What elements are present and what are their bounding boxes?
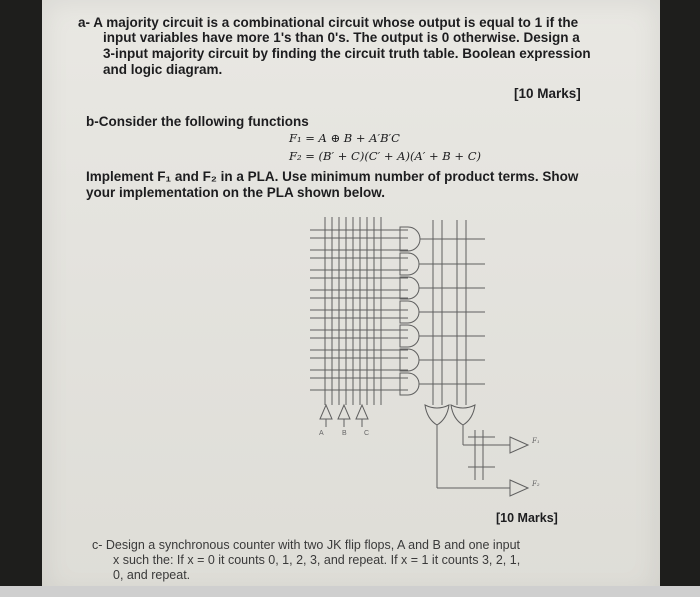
part-b-heading: b-Consider the following functions [86, 114, 309, 129]
pla-diagram [290, 205, 560, 505]
input-label-c: C [364, 430, 370, 437]
input-label-a: A [319, 430, 324, 437]
output-label-f2: F₂ [532, 480, 540, 488]
part-b-line-1: Implement F₁ and F₂ in a PLA. Use minimum number of product terms. Show [86, 169, 579, 184]
part-a-line-3: 3-input majority circuit by finding the circuit truth table. Boolean expression [103, 46, 591, 61]
part-a-marks: [10 Marks] [514, 86, 581, 101]
part-a-line-2: input variables have more 1's than 0's. The output is 0 otherwise. Design a [103, 30, 580, 45]
part-c-line-2: x such the: If x = 0 it counts 0, 1, 2, 3, and repeat. If x = 1 it counts 3, 2, 1, [113, 553, 521, 567]
part-a-line-4: and logic diagram. [103, 62, 223, 77]
part-a-line-1: a- A majority circuit is a combinational circuit whose output is equal to 1 if the [78, 15, 579, 30]
equation-f1: F₁ = A ⊕ B + A′B′C [289, 131, 400, 145]
equation-f2: F₂ = (B′ + C)(C′ + A)(A′ + B + C) [289, 149, 481, 163]
part-b-line-2: your implementation on the PLA shown below. [86, 185, 386, 200]
part-b-marks: [10 Marks] [496, 511, 558, 525]
input-label-b: B [342, 430, 347, 437]
part-c-line-1: c- Design a synchronous counter with two JK flip flops, A and B and one input [92, 538, 521, 552]
part-c-line-3: 0, and repeat. [113, 568, 191, 582]
bottom-strip [0, 586, 700, 597]
output-label-f1: F₁ [532, 437, 540, 445]
